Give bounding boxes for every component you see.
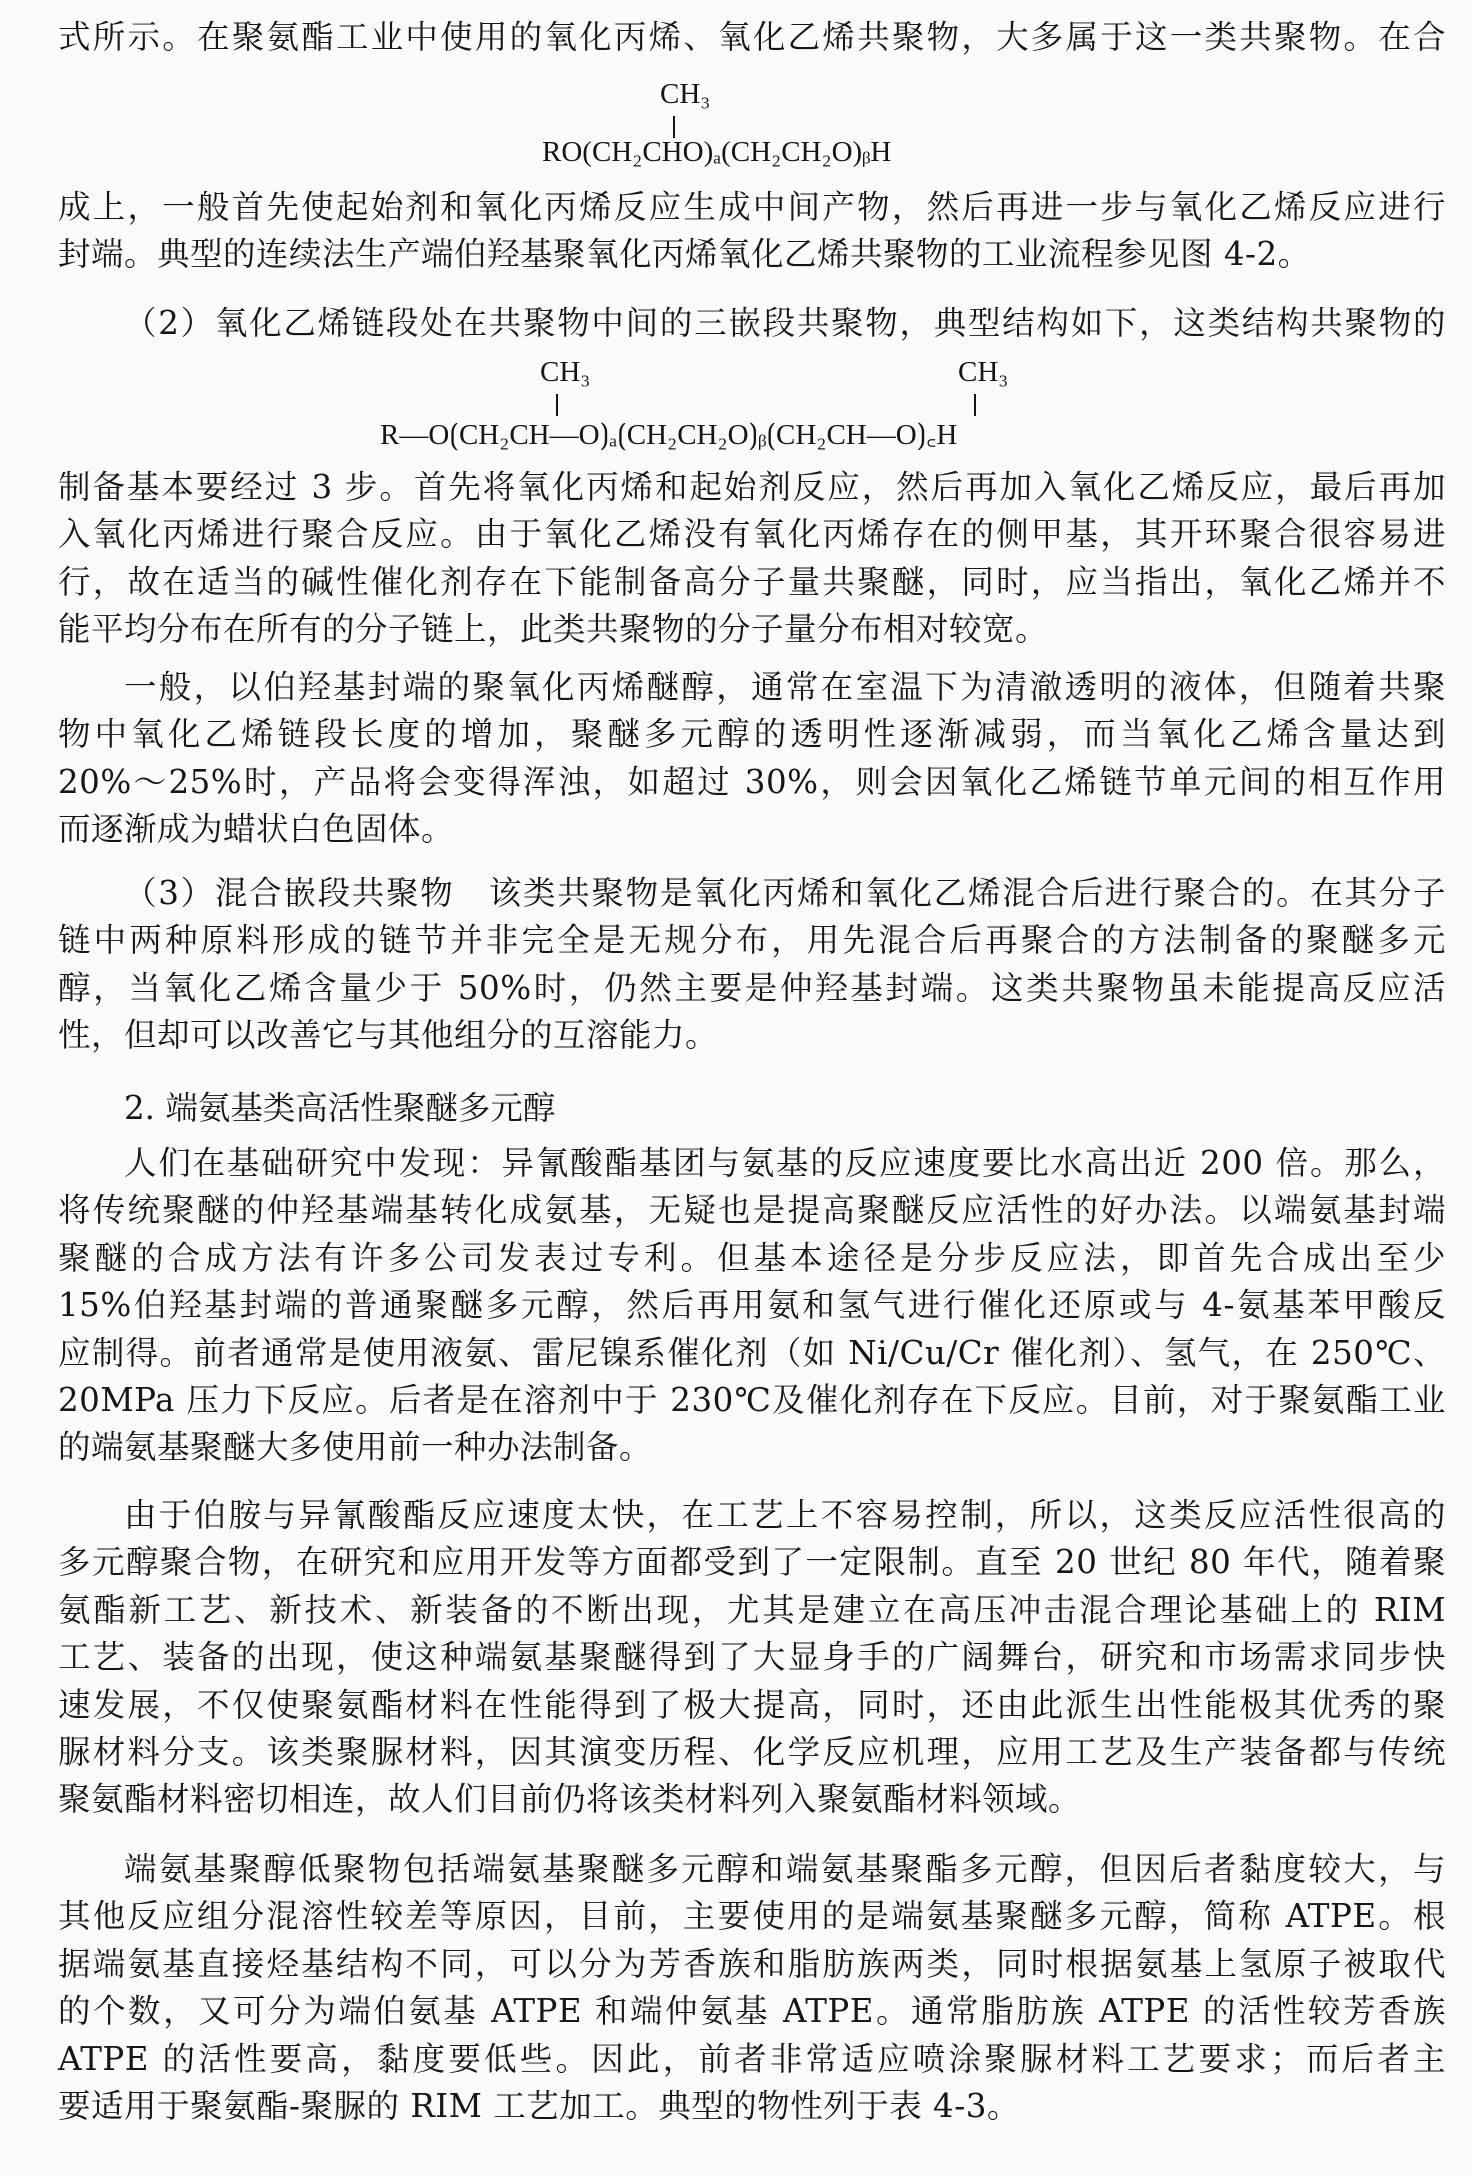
text-line: 应制得。前者通常是使用液氨、雷尼镍系催化剂（如 Ni/Cu/Cr 催化剂）、氢气，在 250℃、 [58, 1333, 1446, 1372]
formula-bond-left [556, 394, 558, 416]
formula-main-chain: RO(CH₂CHO)ₐ(CH₂CH₂O)ᵦH [542, 136, 892, 168]
paragraph-7 [58, 1492, 1446, 1824]
text-line: 链中两种原料形成的链节并非完全是无规分布，用先混合后再聚合的方法制备的聚醚多元 [58, 921, 1446, 960]
paragraph-2 [58, 300, 1446, 347]
text-line: 性，但却可以改善它与其他组分的互溶能力。 [58, 1016, 719, 1055]
text-line: 氨酯新工艺、新技术、新装备的不断出现，尤其是建立在高压冲击混合理论基础上的 RIM [58, 1590, 1446, 1629]
text-line: 脲材料分支。该类聚脲材料，因其演变历程、化学反应机理，应用工艺及生产装备都与传统 [58, 1733, 1446, 1772]
paragraph-1 [58, 184, 1446, 279]
text-line: 的端氨基聚醚大多使用前一种办法制备。 [58, 1428, 653, 1467]
formula-bond-right [974, 394, 976, 416]
formula-side-group-right: CH₃ [958, 356, 1009, 388]
text-line: 人们在基础研究中发现：异氰酸酯基团与氨基的反应速度要比水高出近 200 倍。那么， [124, 1144, 1446, 1182]
text-line: 行，故在适当的碱性催化剂存在下能制备高分子量共聚醚，同时，应当指出，氧化乙烯并不 [58, 562, 1446, 601]
text-line: 能平均分布在所有的分子链上，此类共聚物的分子量分布相对较宽。 [58, 610, 1049, 649]
paragraph-8 [58, 1846, 1446, 2130]
text-line: ATPE 的活性要高，黏度要低些。因此，前者非常适应喷涂聚脲材料工艺要求；而后者主 [58, 2039, 1446, 2078]
text-line: （2）氧化乙烯链段处在共聚物中间的三嵌段共聚物，典型结构如下，这类结构共聚物的 [124, 304, 1446, 342]
text-line: 多元醇聚合物，在研究和应用开发等方面都受到了一定限制。直至 20 世纪 80 年代，随着聚 [58, 1543, 1446, 1582]
text-line: 端氨基聚醇低聚物包括端氨基聚醚多元醇和端氨基聚酯多元醇，但因后者黏度较大，与 [124, 1850, 1446, 1888]
text-line: 由于伯胺与异氰酸酯反应速度太快，在工艺上不容易控制，所以，这类反应活性很高的 [124, 1496, 1446, 1534]
paragraph-4 [58, 664, 1446, 854]
text-line: 物中氧化乙烯链段长度的增加，聚醚多元醇的透明性逐渐减弱，而当氧化乙烯含量达到 [58, 715, 1446, 754]
text-line: 式所示。在聚氨酯工业中使用的氧化丙烯、氧化乙烯共聚物，大多属于这一类共聚物。在合 [58, 18, 1446, 56]
text-line: 要适用于聚氨酯-聚脲的 RIM 工艺加工。典型的物性列于表 4-3。 [58, 2087, 1020, 2126]
text-line: 将传统聚醚的仲羟基端基转化成氨基，无疑也是提高聚醚反应活性的好办法。以端氨基封端 [58, 1191, 1446, 1230]
formula-side-group-left: CH₃ [540, 356, 591, 388]
text-line: 20%～25%时，产品将会变得浑浊，如超过 30%，则会因氧化乙烯链节单元间的相互作用 [58, 762, 1446, 801]
text-line: 制备基本要经过 3 步。首先将氧化丙烯和起始剂反应，然后再加入氧化乙烯反应，最后再加 [58, 468, 1446, 506]
text-line: 速发展，不仅使聚氨酯材料在性能得到了极大提高，同时，还由此派生出性能极其优秀的聚 [58, 1685, 1446, 1724]
text-line: 据端氨基直接烃基结构不同，可以分为芳香族和脂肪族两类，同时根据氨基上氢原子被取代 [58, 1944, 1446, 1983]
text-line: （3）混合嵌段共聚物 该类共聚物是氧化丙烯和氧化乙烯混合后进行聚合的。在其分子 [124, 874, 1446, 912]
text-line: 的个数，又可分为端伯氨基 ATPE 和端仲氨基 ATPE。通常脂肪族 ATPE 的活性较芳香族 [58, 1992, 1446, 2031]
text-line: 15%伯羟基封端的普通聚醚多元醇，然后再用氨和氢气进行催化还原或与 4-氨基苯甲酸反 [58, 1286, 1446, 1325]
text-line: 入氧化丙烯进行聚合反应。由于氧化乙烯没有氧化丙烯存在的侧甲基，其开环聚合很容易进 [58, 515, 1446, 554]
chemical-formula-2 [380, 356, 1240, 452]
formula-main-chain: R—O⟮CH₂CH—O⟯ₐ⟮CH₂CH₂O⟯ᵦ⟮CH₂CH—O⟯꜀H [380, 419, 958, 451]
formula-bond [673, 116, 675, 138]
text-line: 其他反应组分混溶性较差等原因，目前，主要使用的是端氨基聚醚多元醇，简称 ATPE。根 [58, 1897, 1446, 1936]
text-line: 而逐渐成为蜡状白色固体。 [58, 810, 455, 849]
text-line: 一般，以伯羟基封端的聚氧化丙烯醚醇，通常在室温下为清澈透明的液体，但随着共聚 [124, 668, 1446, 706]
paragraph-5 [58, 870, 1446, 1060]
section-heading: 2. 端氨基类高活性聚醚多元醇 [124, 1089, 556, 1127]
text-line: 封端。典型的连续法生产端伯羟基聚氧化丙烯氧化乙烯共聚物的工业流程参见图 4-2。 [58, 235, 1311, 274]
text-line: 工艺、装备的出现，使这种端氨基聚醚得到了大显身手的广阔舞台，研究和市场需求同步快 [58, 1638, 1446, 1677]
text-line: 醇，当氧化乙烯含量少于 50%时，仍然主要是仲羟基封端。这类共聚物虽未能提高反应活 [58, 968, 1446, 1007]
formula-side-group: CH₃ [660, 78, 711, 110]
paragraph-intro [58, 14, 1446, 61]
text-line: 成上，一般首先使起始剂和氧化丙烯反应生成中间产物，然后再进一步与氧化乙烯反应进行 [58, 188, 1446, 226]
paragraph-6 [58, 1140, 1446, 1472]
text-line: 20MPa 压力下反应。后者是在溶剂中于 230℃及催化剂存在下反应。目前，对于聚氨酯工业 [58, 1381, 1446, 1420]
text-line: 聚氨酯材料密切相连，故人们目前仍将该类材料列入聚氨酯材料领域。 [58, 1780, 1082, 1819]
paragraph-3 [58, 464, 1446, 654]
chemical-formula-1 [542, 78, 1142, 173]
text-line: 聚醚的合成方法有许多公司发表过专利。但基本途径是分步反应法，即首先合成出至少 [58, 1238, 1446, 1277]
